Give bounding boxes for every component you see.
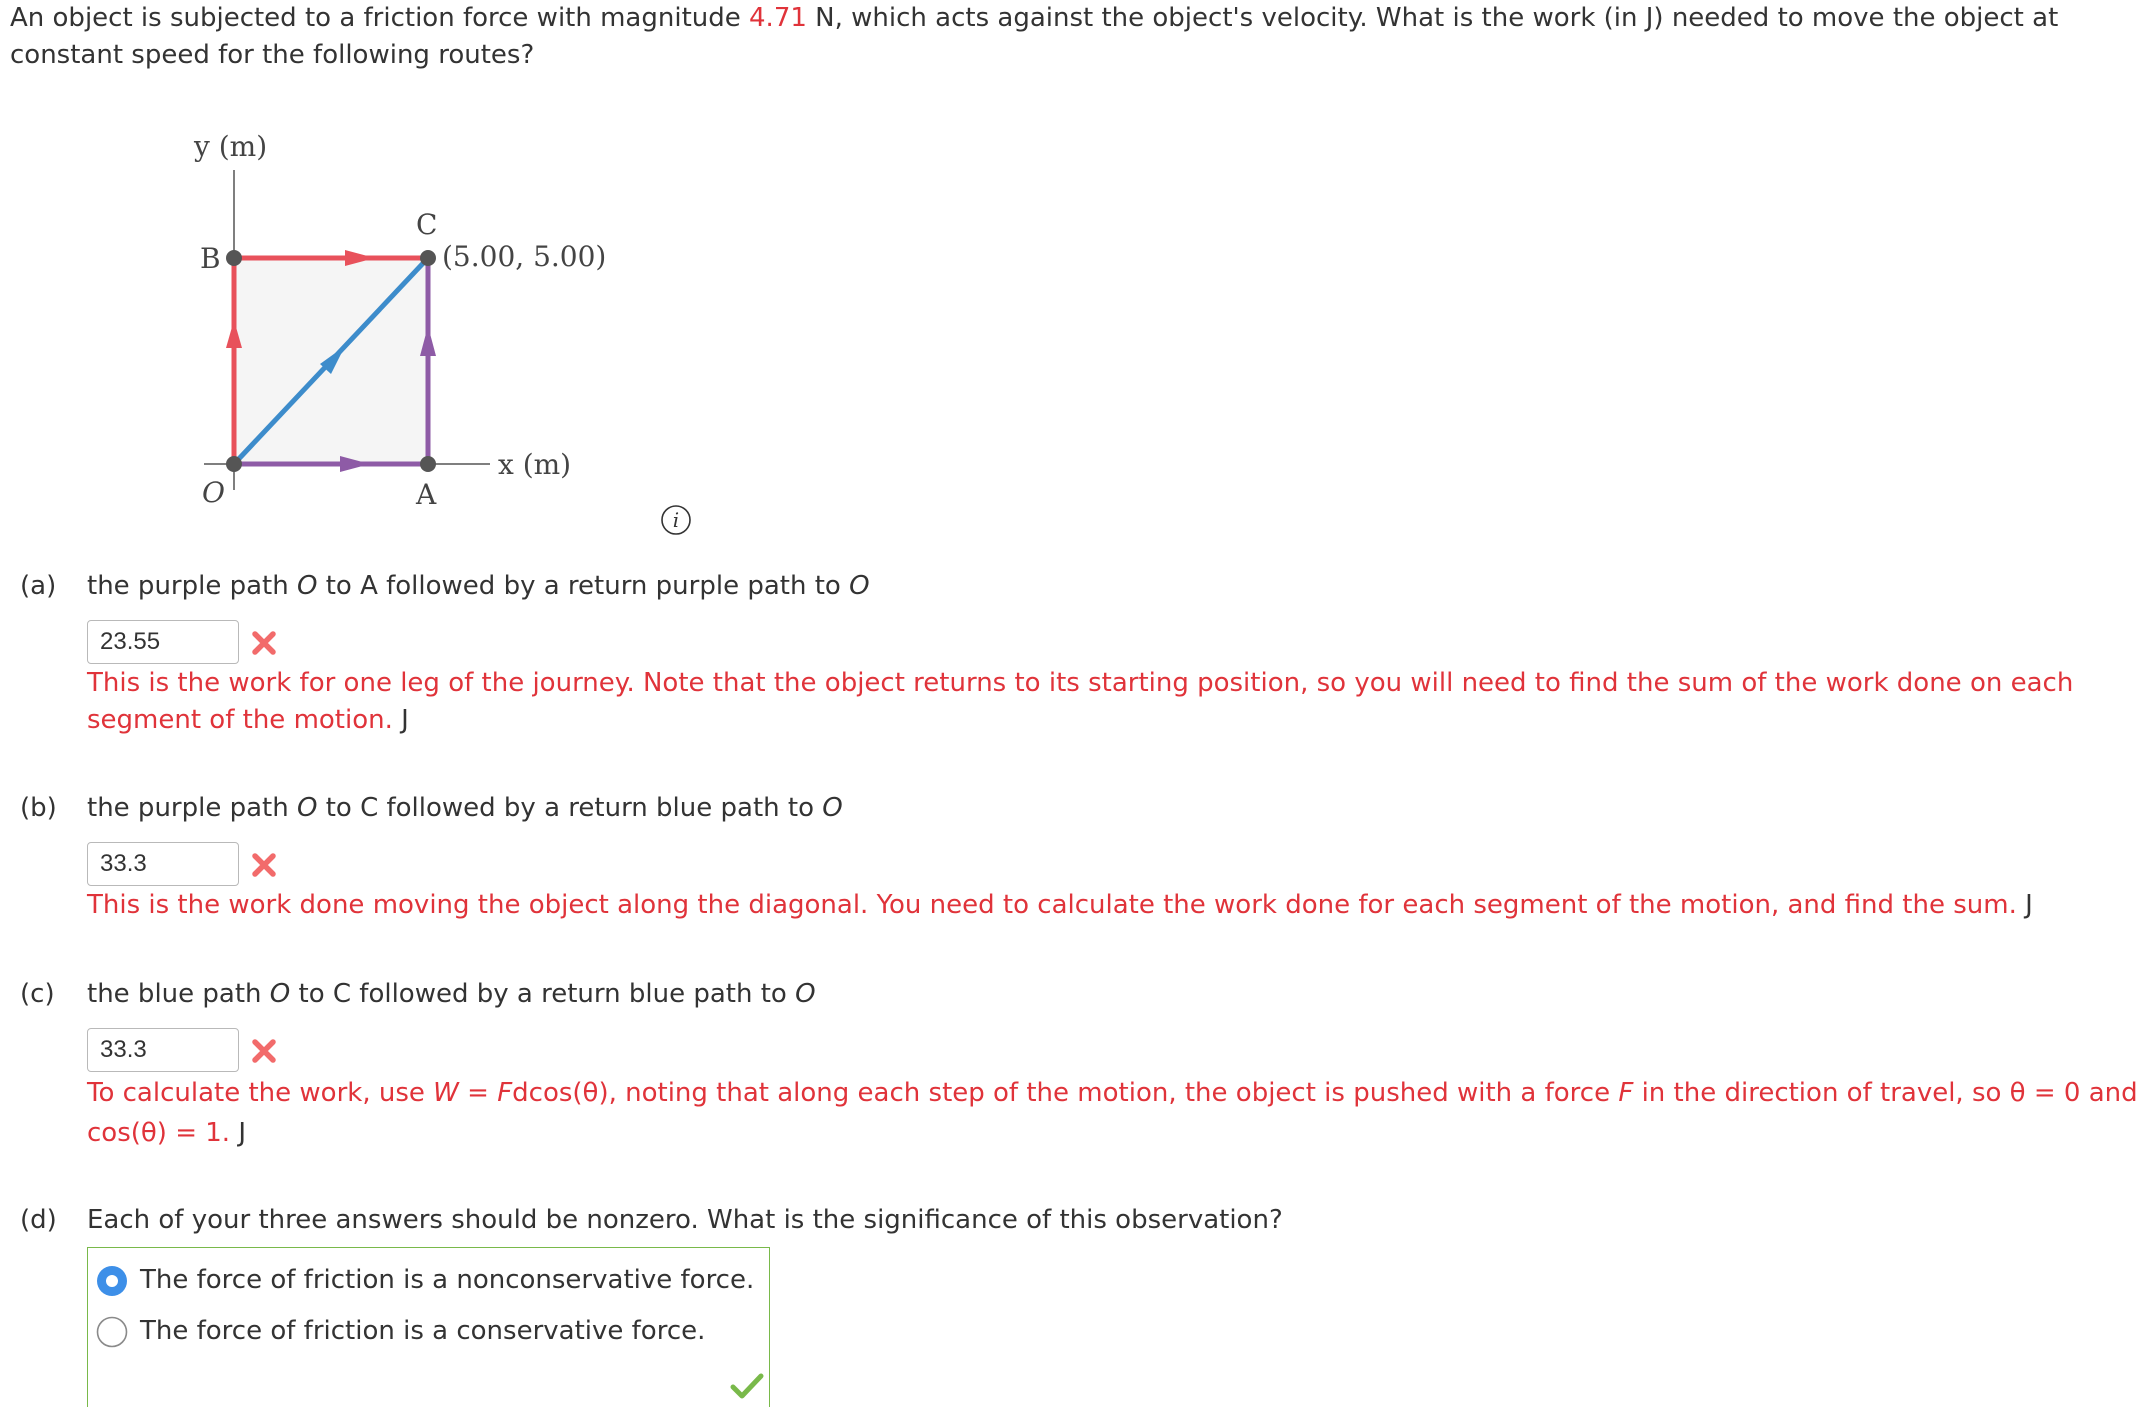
y-axis-label: y (m)	[194, 130, 268, 163]
intro-text-before: An object is subjected to a friction force with magnitude	[10, 3, 750, 33]
choice-conservative[interactable]	[92, 1312, 762, 1352]
part-a-answer-row	[87, 620, 487, 666]
part-c-label: (c)	[20, 979, 55, 1009]
incorrect-x-icon	[251, 1038, 277, 1064]
part-d-label: (d)	[20, 1205, 57, 1235]
point-a	[420, 456, 436, 472]
part-b-feedback: This is the work done moving the object along the diagonal. You need to calculate the work done for each segment of the motion, and find the sum. J	[87, 890, 2033, 920]
part-d-question: Each of your three answers should be nonzero. What is the significance of this observation?	[87, 1205, 1283, 1235]
choice-conservative-label: The force of friction is a conservative force.	[140, 1316, 706, 1346]
part-c	[20, 976, 2138, 1156]
part-a	[20, 568, 2130, 738]
intro-text-after: N, which acts against the object's velocity. What is the work (in J) needed to move the object at constant speed for the following routes?	[10, 3, 2059, 70]
radio-unselected[interactable]	[96, 1316, 128, 1348]
part-a-question: the purple path O to A followed by a return purple path to O	[87, 571, 870, 601]
point-o	[226, 456, 242, 472]
incorrect-x-icon	[251, 630, 277, 656]
question-intro	[10, 0, 2120, 74]
point-a-label: A	[416, 478, 437, 511]
info-icon[interactable]	[660, 504, 692, 536]
part-a-answer-input[interactable]: 23.55	[87, 620, 239, 664]
incorrect-x-icon	[251, 852, 277, 878]
force-value: 4.71	[749, 3, 807, 33]
part-b-label: (b)	[20, 793, 57, 823]
part-c-feedback: To calculate the work, use W = Fdcos(θ), noting that along each step of the motion, the object is pushed with a force F in the direction of travel, so θ = 0 and cos(θ) = 1. J	[87, 1078, 2138, 1148]
radio-selected[interactable]	[96, 1265, 128, 1297]
origin-label: O	[202, 476, 225, 509]
point-c	[420, 250, 436, 266]
point-b	[226, 250, 242, 266]
part-a-feedback: This is the work for one leg of the journey. Note that the object returns to its starting position, so you will need to find the sum of the work done on each segment of the motion. J	[87, 668, 2074, 735]
correct-check-icon	[730, 1372, 764, 1400]
part-b-answer-row	[87, 842, 487, 888]
part-c-question: the blue path O to C followed by a return blue path to O	[87, 979, 816, 1009]
part-b-answer-input[interactable]: 33.3	[87, 842, 239, 886]
point-b-label: B	[200, 242, 221, 275]
part-d	[20, 1202, 2130, 1405]
part-b	[20, 790, 2130, 930]
point-c-label: C	[416, 208, 438, 241]
path-diagram	[180, 120, 740, 540]
choice-group	[87, 1247, 770, 1407]
part-b-question: the purple path O to C followed by a return blue path to O	[87, 793, 843, 823]
x-axis-label: x (m)	[498, 448, 572, 481]
part-c-answer-row	[87, 1028, 487, 1074]
choice-nonconservative-label: The force of friction is a nonconservative force.	[140, 1265, 755, 1295]
info-icon-symbol: i	[672, 508, 680, 532]
part-a-label: (a)	[20, 571, 57, 601]
point-c-coords: (5.00, 5.00)	[442, 240, 607, 273]
choice-nonconservative[interactable]	[92, 1261, 762, 1301]
part-c-answer-input[interactable]: 33.3	[87, 1028, 239, 1072]
